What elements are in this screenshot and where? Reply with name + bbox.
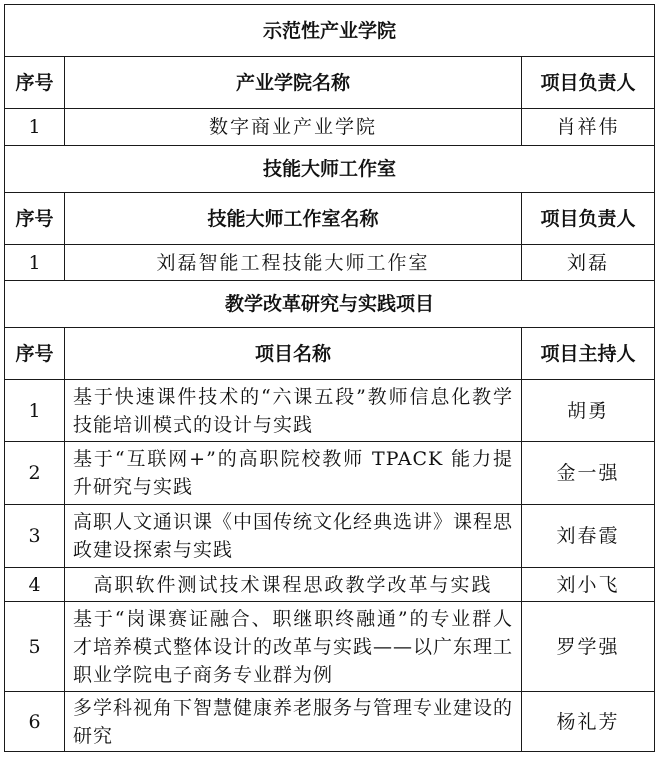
row-number: 3 [5, 505, 65, 568]
header-number: 序号 [5, 193, 65, 245]
row-name: 高职软件测试技术课程思政教学改革与实践 [65, 568, 522, 602]
row-number: 1 [5, 380, 65, 442]
section-title: 教学改革研究与实践项目 [5, 281, 655, 328]
table-row [5, 380, 655, 442]
table-row [5, 109, 655, 146]
row-number: 4 [5, 568, 65, 602]
header-name: 项目名称 [65, 328, 522, 380]
row-person: 刘春霞 [522, 505, 655, 568]
row-person: 刘磊 [522, 245, 655, 281]
header-name: 产业学院名称 [65, 57, 522, 109]
row-person: 刘小飞 [522, 568, 655, 602]
header-person: 项目负责人 [522, 57, 655, 109]
row-name: 刘磊智能工程技能大师工作室 [65, 245, 522, 281]
section-title: 示范性产业学院 [5, 5, 655, 57]
header-number: 序号 [5, 328, 65, 380]
row-number: 6 [5, 692, 65, 752]
section-title: 技能大师工作室 [5, 146, 655, 193]
table-row [5, 568, 655, 602]
row-person: 罗学强 [522, 602, 655, 692]
row-name: 基于快速课件技术的“六课五段”教师信息化教学技能培训模式的设计与实践 [65, 380, 522, 442]
row-name: 基于“互联网+”的高职院校教师 TPACK 能力提升研究与实践 [65, 442, 522, 505]
row-person: 肖祥伟 [522, 109, 655, 146]
table-row [5, 692, 655, 752]
table-row [5, 245, 655, 281]
row-person: 胡勇 [522, 380, 655, 442]
header-row [5, 193, 655, 245]
row-name: 数字商业产业学院 [65, 109, 522, 146]
header-name: 技能大师工作室名称 [65, 193, 522, 245]
projects-table [4, 4, 655, 752]
section-title-row [5, 281, 655, 328]
section-title-row [5, 5, 655, 57]
section-title-row [5, 146, 655, 193]
header-person: 项目负责人 [522, 193, 655, 245]
row-person: 金一强 [522, 442, 655, 505]
row-person: 杨礼芳 [522, 692, 655, 752]
row-name: 基于“岗课赛证融合、职继职终融通”的专业群人才培养模式整体设计的改革与实践——以广东理工职业学院电子商务专业群为例 [65, 602, 522, 692]
row-name: 多学科视角下智慧健康养老服务与管理专业建设的研究 [65, 692, 522, 752]
header-person: 项目主持人 [522, 328, 655, 380]
table-row [5, 602, 655, 692]
row-name: 高职人文通识课《中国传统文化经典选讲》课程思政建设探索与实践 [65, 505, 522, 568]
row-number: 1 [5, 109, 65, 146]
table-row [5, 442, 655, 505]
row-number: 1 [5, 245, 65, 281]
row-number: 5 [5, 602, 65, 692]
header-row [5, 328, 655, 380]
header-row [5, 57, 655, 109]
header-number: 序号 [5, 57, 65, 109]
row-number: 2 [5, 442, 65, 505]
table-row [5, 505, 655, 568]
